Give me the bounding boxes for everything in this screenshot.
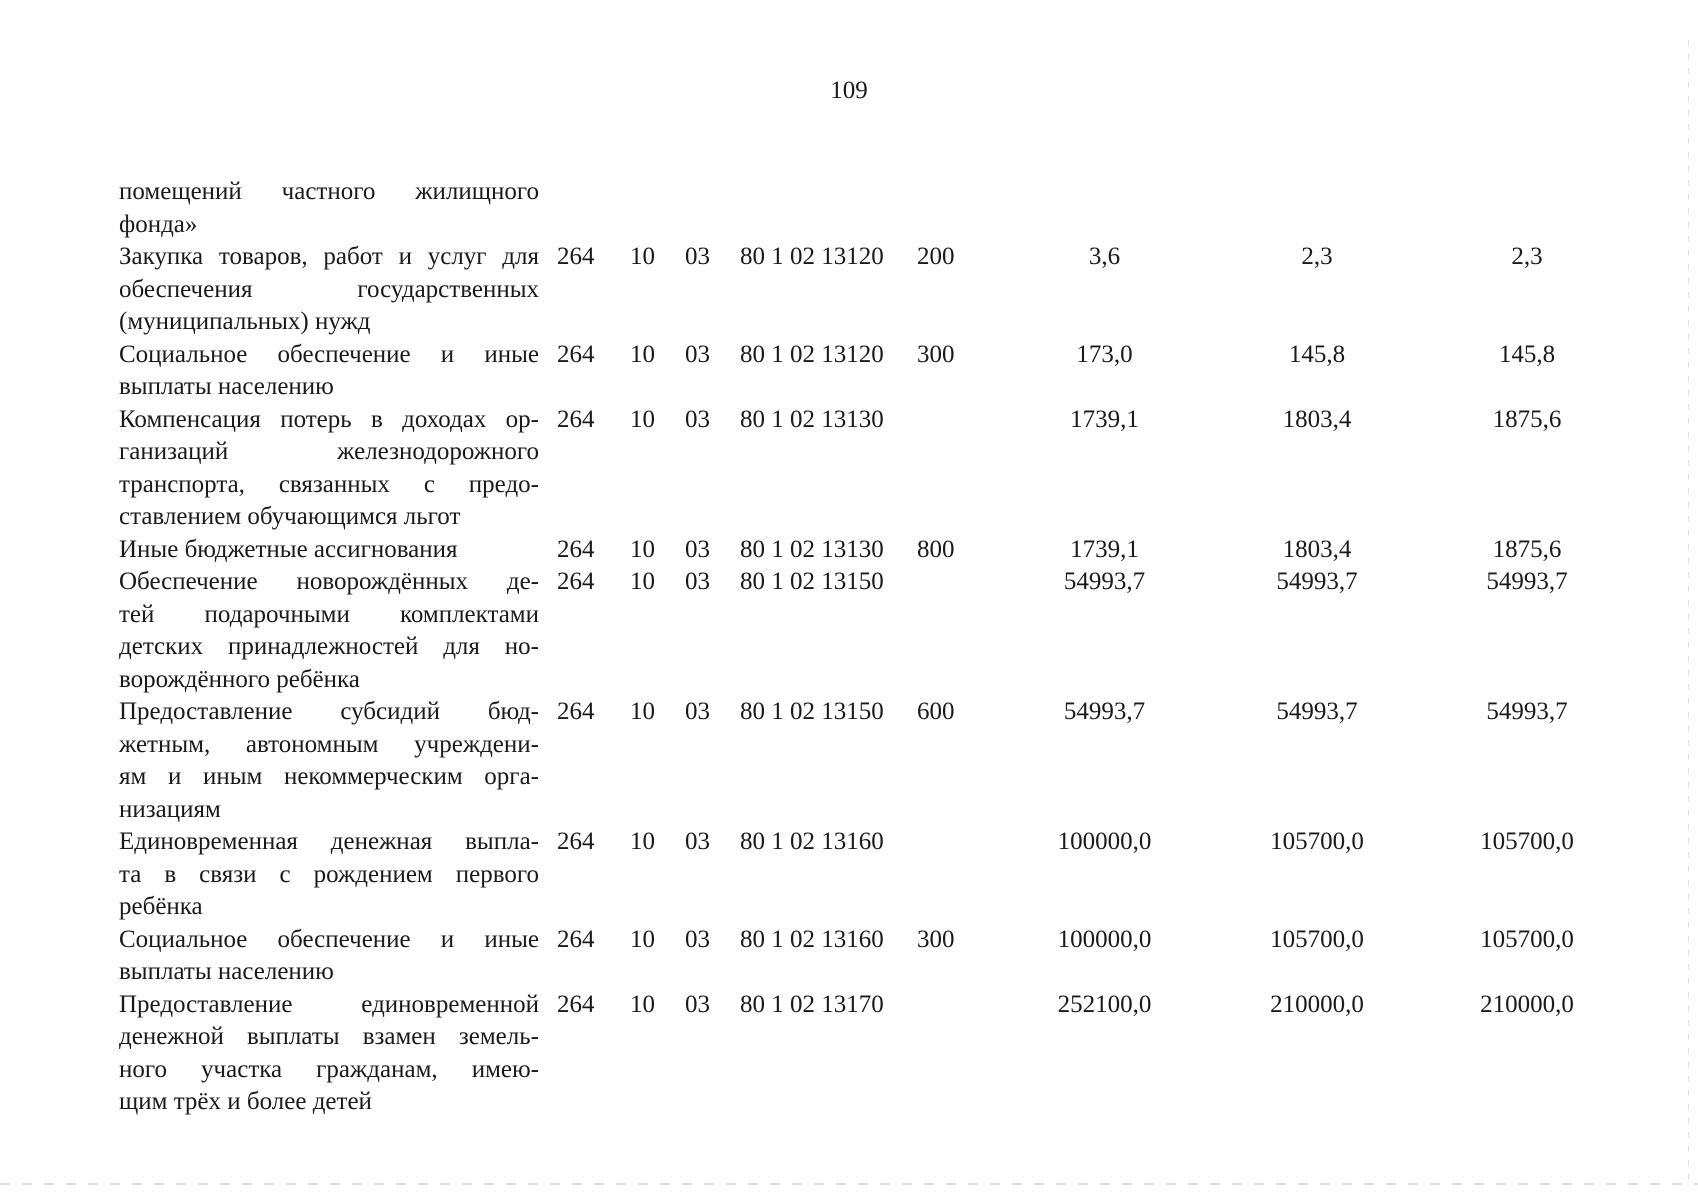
amount-year-2: 54993,7 — [1276, 568, 1358, 595]
row-name-line: Компенсация потерь в доходах ор- — [119, 405, 539, 433]
code-subsection: 03 — [685, 925, 710, 953]
code-target-article: 80 1 02 13120 — [740, 340, 884, 368]
row-name — [119, 241, 539, 339]
code-target-article: 80 1 02 13160 — [740, 828, 884, 855]
amount-year-3: 145,8 — [1498, 340, 1556, 368]
code-subsection: 03 — [685, 405, 710, 433]
table-row — [119, 404, 1632, 534]
code-expense-type: 200 — [917, 243, 955, 270]
code-subsection: 03 — [685, 340, 710, 368]
code-expense-type: 800 — [917, 535, 955, 563]
code-expense-type: 600 — [917, 698, 955, 725]
code-expense-type — [917, 989, 997, 1119]
row-name — [119, 989, 539, 1119]
code-subsection: 03 — [685, 828, 710, 855]
amount-year-3: 1875,6 — [1492, 535, 1562, 563]
row-name — [119, 924, 539, 989]
table-row — [119, 989, 1632, 1119]
row-name — [119, 696, 539, 826]
code-section — [630, 176, 685, 241]
row-name-line: ганизаций железнодорожного — [119, 438, 539, 465]
code-subsection: 03 — [685, 243, 710, 270]
table-row — [119, 696, 1632, 826]
amount-year-2: 145,8 — [1288, 340, 1346, 368]
table-row — [119, 924, 1632, 989]
code-subsection: 03 — [685, 535, 710, 563]
amount-year-3: 2,3 — [1511, 243, 1543, 270]
code-expense-type — [917, 176, 997, 241]
code-grbs: 264 — [557, 925, 595, 953]
code-target-article: 80 1 02 13170 — [740, 990, 884, 1018]
budget-table — [119, 176, 1632, 1119]
code-target-article: 80 1 02 13150 — [740, 698, 884, 725]
code-expense-type: 300 — [917, 340, 955, 368]
code-grbs: 264 — [557, 990, 595, 1018]
row-name-line: Социальное обеспечение и иные — [119, 340, 539, 368]
amount-year-2: 105700,0 — [1270, 828, 1364, 855]
scan-artifact-bottom — [0, 1183, 1698, 1185]
row-name-line: Предоставление субсидий бюд- — [119, 698, 539, 725]
amount-year-2: 1803,4 — [1282, 535, 1352, 563]
code-expense-type — [917, 404, 997, 534]
row-name-line: выплаты населению — [119, 373, 334, 400]
amount-year-1: 100000,0 — [1057, 925, 1152, 953]
row-name — [119, 534, 539, 567]
amount-year-3: 54993,7 — [1486, 568, 1568, 595]
amount-year-2: 1803,4 — [1282, 405, 1352, 433]
code-grbs: 264 — [557, 698, 595, 725]
amount-year-1: 173,0 — [1076, 340, 1133, 368]
code-grbs: 264 — [557, 340, 595, 368]
row-name-line: та в связи с рождением первого — [119, 860, 539, 888]
amount-year-1: 54993,7 — [1063, 568, 1146, 595]
code-target-article: 80 1 02 13130 — [740, 535, 884, 563]
amount-year-1: 252100,0 — [1057, 990, 1152, 1018]
amount-year-2: 210000,0 — [1270, 990, 1364, 1018]
amount-year-1: 100000,0 — [1057, 828, 1152, 855]
row-name — [119, 176, 539, 241]
row-name-line: Иные бюджетные ассигнования — [119, 535, 458, 563]
table-row — [119, 534, 1632, 567]
code-target-article: 80 1 02 13130 — [740, 405, 884, 433]
row-name-line: тей подарочными комплектами — [119, 600, 539, 628]
code-section: 10 — [630, 243, 655, 270]
amount-year-3: 105700,0 — [1480, 828, 1574, 855]
row-name-line: обеспечения государственных — [119, 275, 539, 303]
code-grbs: 264 — [557, 535, 595, 563]
row-name-line: Предоставление единовременной — [119, 990, 539, 1018]
amount-year-3: 105700,0 — [1480, 925, 1574, 953]
row-name-line: фонда» — [119, 210, 198, 238]
code-section: 10 — [630, 990, 655, 1018]
amount-year-1: 1739,1 — [1070, 535, 1139, 563]
code-target-article: 80 1 02 13150 — [740, 568, 884, 595]
table-row — [119, 241, 1632, 339]
row-name-line: Закупка товаров, работ и услуг для — [119, 243, 539, 270]
amount-year-1: 54993,7 — [1063, 698, 1146, 725]
amount-year-2: 105700,0 — [1270, 925, 1364, 953]
row-name-line: Единовременная денежная выпла- — [119, 828, 539, 855]
amount-year-3: 1875,6 — [1492, 405, 1562, 433]
code-grbs — [539, 176, 630, 241]
amount-year-2: 2,3 — [1301, 243, 1333, 270]
amount-year-2: 54993,7 — [1276, 698, 1358, 725]
row-name-line: ставлением обучающимся льгот — [119, 503, 461, 530]
amount-year-3 — [1422, 176, 1632, 241]
code-subsection — [685, 176, 740, 241]
row-name-line: Обеспечение новорождённых де- — [119, 568, 539, 595]
code-section: 10 — [630, 340, 655, 368]
code-subsection: 03 — [685, 990, 710, 1018]
code-subsection: 03 — [685, 698, 710, 725]
code-grbs: 264 — [557, 828, 595, 855]
row-name-line: щим трёх и более детей — [119, 1088, 372, 1115]
table-row — [119, 176, 1632, 241]
row-name-line: ям и иным некоммерческим орга- — [119, 763, 539, 790]
code-section: 10 — [630, 925, 655, 953]
code-target-article — [740, 176, 917, 241]
code-target-article: 80 1 02 13160 — [740, 925, 884, 953]
code-subsection: 03 — [685, 568, 710, 595]
table-row — [119, 339, 1632, 404]
table-row — [119, 566, 1632, 696]
code-grbs: 264 — [557, 243, 595, 270]
row-name-line: Социальное обеспечение и иные — [119, 925, 539, 953]
row-name-line: низациям — [119, 795, 221, 823]
amount-year-2 — [1212, 176, 1422, 241]
amount-year-1: 1739,1 — [1070, 405, 1139, 433]
code-expense-type — [917, 566, 997, 696]
amount-year-1 — [997, 176, 1212, 241]
code-expense-type: 300 — [917, 925, 955, 953]
row-name — [119, 566, 539, 696]
row-name — [119, 826, 539, 924]
code-section: 10 — [630, 828, 655, 855]
row-name-line: детских принадлежностей для но- — [119, 633, 539, 660]
page-number: 109 — [830, 77, 868, 104]
row-name-line: денежной выплаты взамен земель- — [119, 1023, 539, 1050]
code-grbs: 264 — [557, 568, 595, 595]
budget-table-body — [119, 176, 1632, 1119]
code-target-article: 80 1 02 13120 — [740, 243, 884, 270]
row-name-line: транспорта, связанных с предо- — [119, 470, 539, 498]
row-name-line: ворождённого ребёнка — [119, 665, 360, 693]
row-name-line: жетным, автономным учреждени- — [119, 730, 539, 758]
code-section: 10 — [630, 405, 655, 433]
amount-year-3: 54993,7 — [1486, 698, 1568, 725]
row-name — [119, 339, 539, 404]
code-section: 10 — [630, 568, 655, 595]
amount-year-1: 3,6 — [1088, 243, 1121, 270]
amount-year-3: 210000,0 — [1480, 990, 1574, 1018]
row-name — [119, 404, 539, 534]
table-row — [119, 826, 1632, 924]
row-name-line: (муниципальных) нужд — [119, 308, 371, 335]
row-name-line: ного участка гражданам, имею- — [119, 1055, 539, 1083]
row-name-line: ребёнка — [119, 893, 203, 920]
code-expense-type — [917, 826, 997, 924]
scan-artifact-right-edge — [1688, 40, 1689, 1180]
code-section: 10 — [630, 698, 655, 725]
row-name-line: помещений частного жилищного — [119, 178, 539, 205]
code-grbs: 264 — [557, 405, 595, 433]
code-section: 10 — [630, 535, 655, 563]
row-name-line: выплаты населению — [119, 958, 334, 985]
